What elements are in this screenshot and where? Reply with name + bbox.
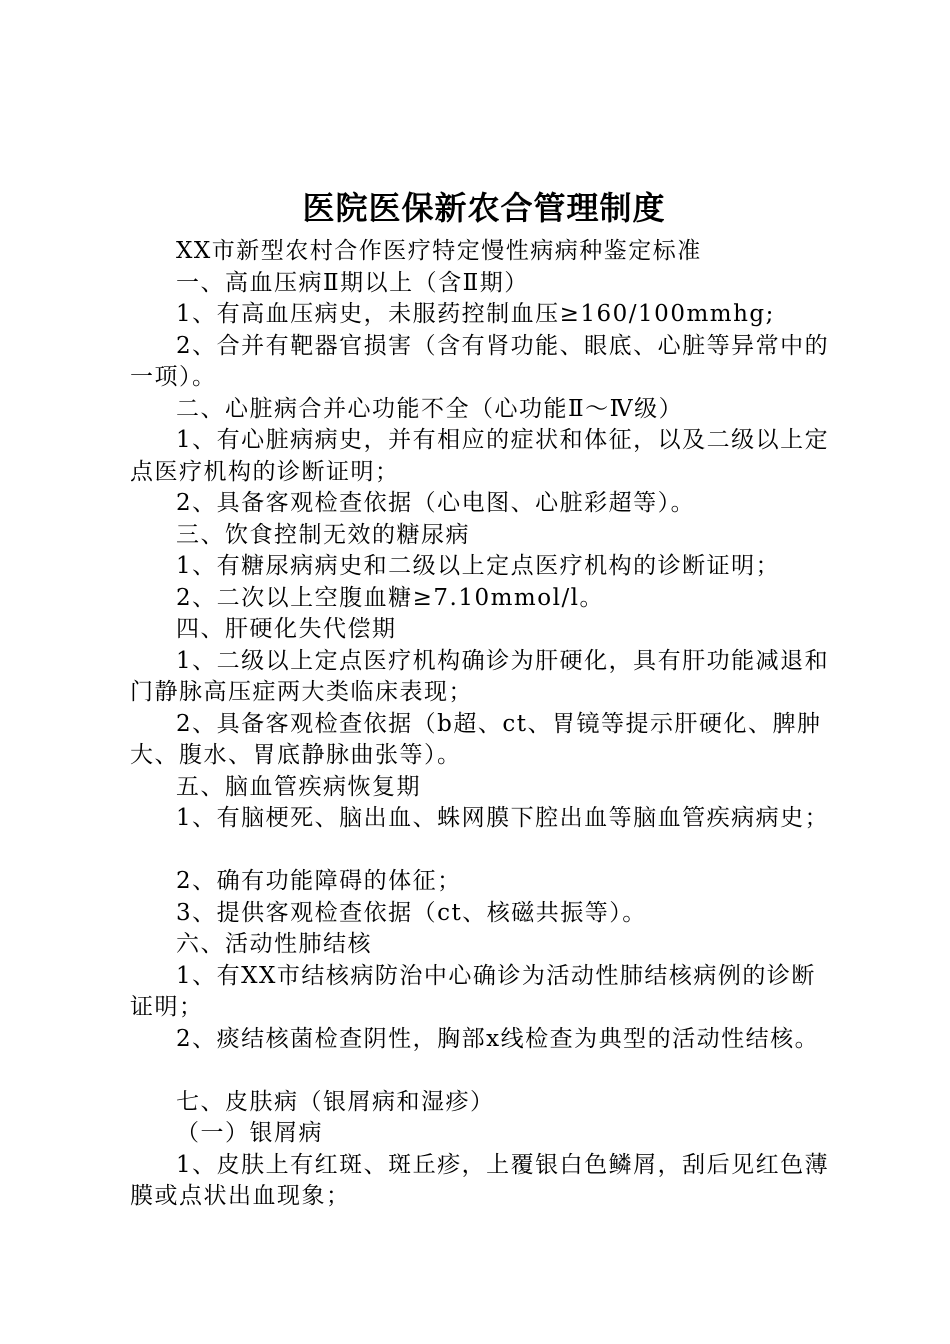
section-heading-4: 四、肝硬化失代偿期 — [176, 616, 397, 642]
section-heading-3: 三、饮食控制无效的糖尿病 — [176, 521, 470, 548]
list-item: 1、有高血压病史，未服药控制血压≥160/100mmhg; — [176, 301, 775, 327]
blank-line — [130, 835, 838, 867]
list-item: 3、提供客观检查依据（ct、核磁共振等）。 — [176, 899, 647, 926]
list-item: 2、具备客观检查依据（心电图、心脏彩超等）。 — [176, 490, 696, 516]
list-item: 1、有心脏病病史，并有相应的症状和体征，以及二级以上定点医疗机构的诊断证明； — [130, 427, 830, 485]
blank-line — [130, 1055, 838, 1087]
section-heading-7: 七、皮肤病（银屑病和湿疹） — [176, 1088, 495, 1115]
list-item: 2、合并有靶器官损害（含有肾功能、眼底、心脏等异常中的一项）。 — [130, 332, 830, 390]
list-item: 1、有XX市结核病防治中心确诊为活动性肺结核病例的诊断证明； — [130, 962, 816, 1020]
list-item: 2、确有功能障碍的体征； — [176, 868, 462, 894]
subsection-heading: （一）银屑病 — [176, 1120, 323, 1146]
list-item: 1、有脑梗死、脑出血、蛛网膜下腔出血等脑血管疾病病史； — [176, 805, 830, 831]
section-heading-6: 六、活动性肺结核 — [176, 931, 372, 957]
document-page — [130, 180, 838, 1213]
doc-subtitle: XX市新型农村合作医疗特定慢性病病种鉴定标准 — [176, 238, 702, 264]
list-item: 1、皮肤上有红斑、斑丘疹，上覆银白色鳞屑，刮后见红色薄膜或点状出血现象； — [130, 1151, 830, 1209]
section-heading-5: 五、脑血管疾病恢复期 — [176, 773, 421, 800]
section-heading-2: 二、心脏病合并心功能不全（心功能Ⅱ～Ⅳ级） — [176, 395, 684, 422]
list-item: 2、具备客观检查依据（b超、ct、胃镜等提示肝硬化、脾肿大、腹水、胃底静脉曲张等）。 — [130, 710, 822, 768]
document-title: 医院医保新农合管理制度 — [302, 189, 666, 227]
section-heading-1: 一、高血压病Ⅱ期以上（含Ⅱ期） — [176, 269, 529, 296]
list-item: 2、痰结核菌检查阴性，胸部x线检查为典型的活动性结核。 — [176, 1025, 820, 1052]
list-item: 2、二次以上空腹血糖≥7.10mmol/l。 — [176, 584, 605, 611]
list-item: 1、二级以上定点医疗机构确诊为肝硬化，具有肝功能减退和门静脉高压症两大类临床表现； — [130, 647, 830, 705]
list-item: 1、有糖尿病病史和二级以上定点医疗机构的诊断证明； — [176, 553, 781, 579]
